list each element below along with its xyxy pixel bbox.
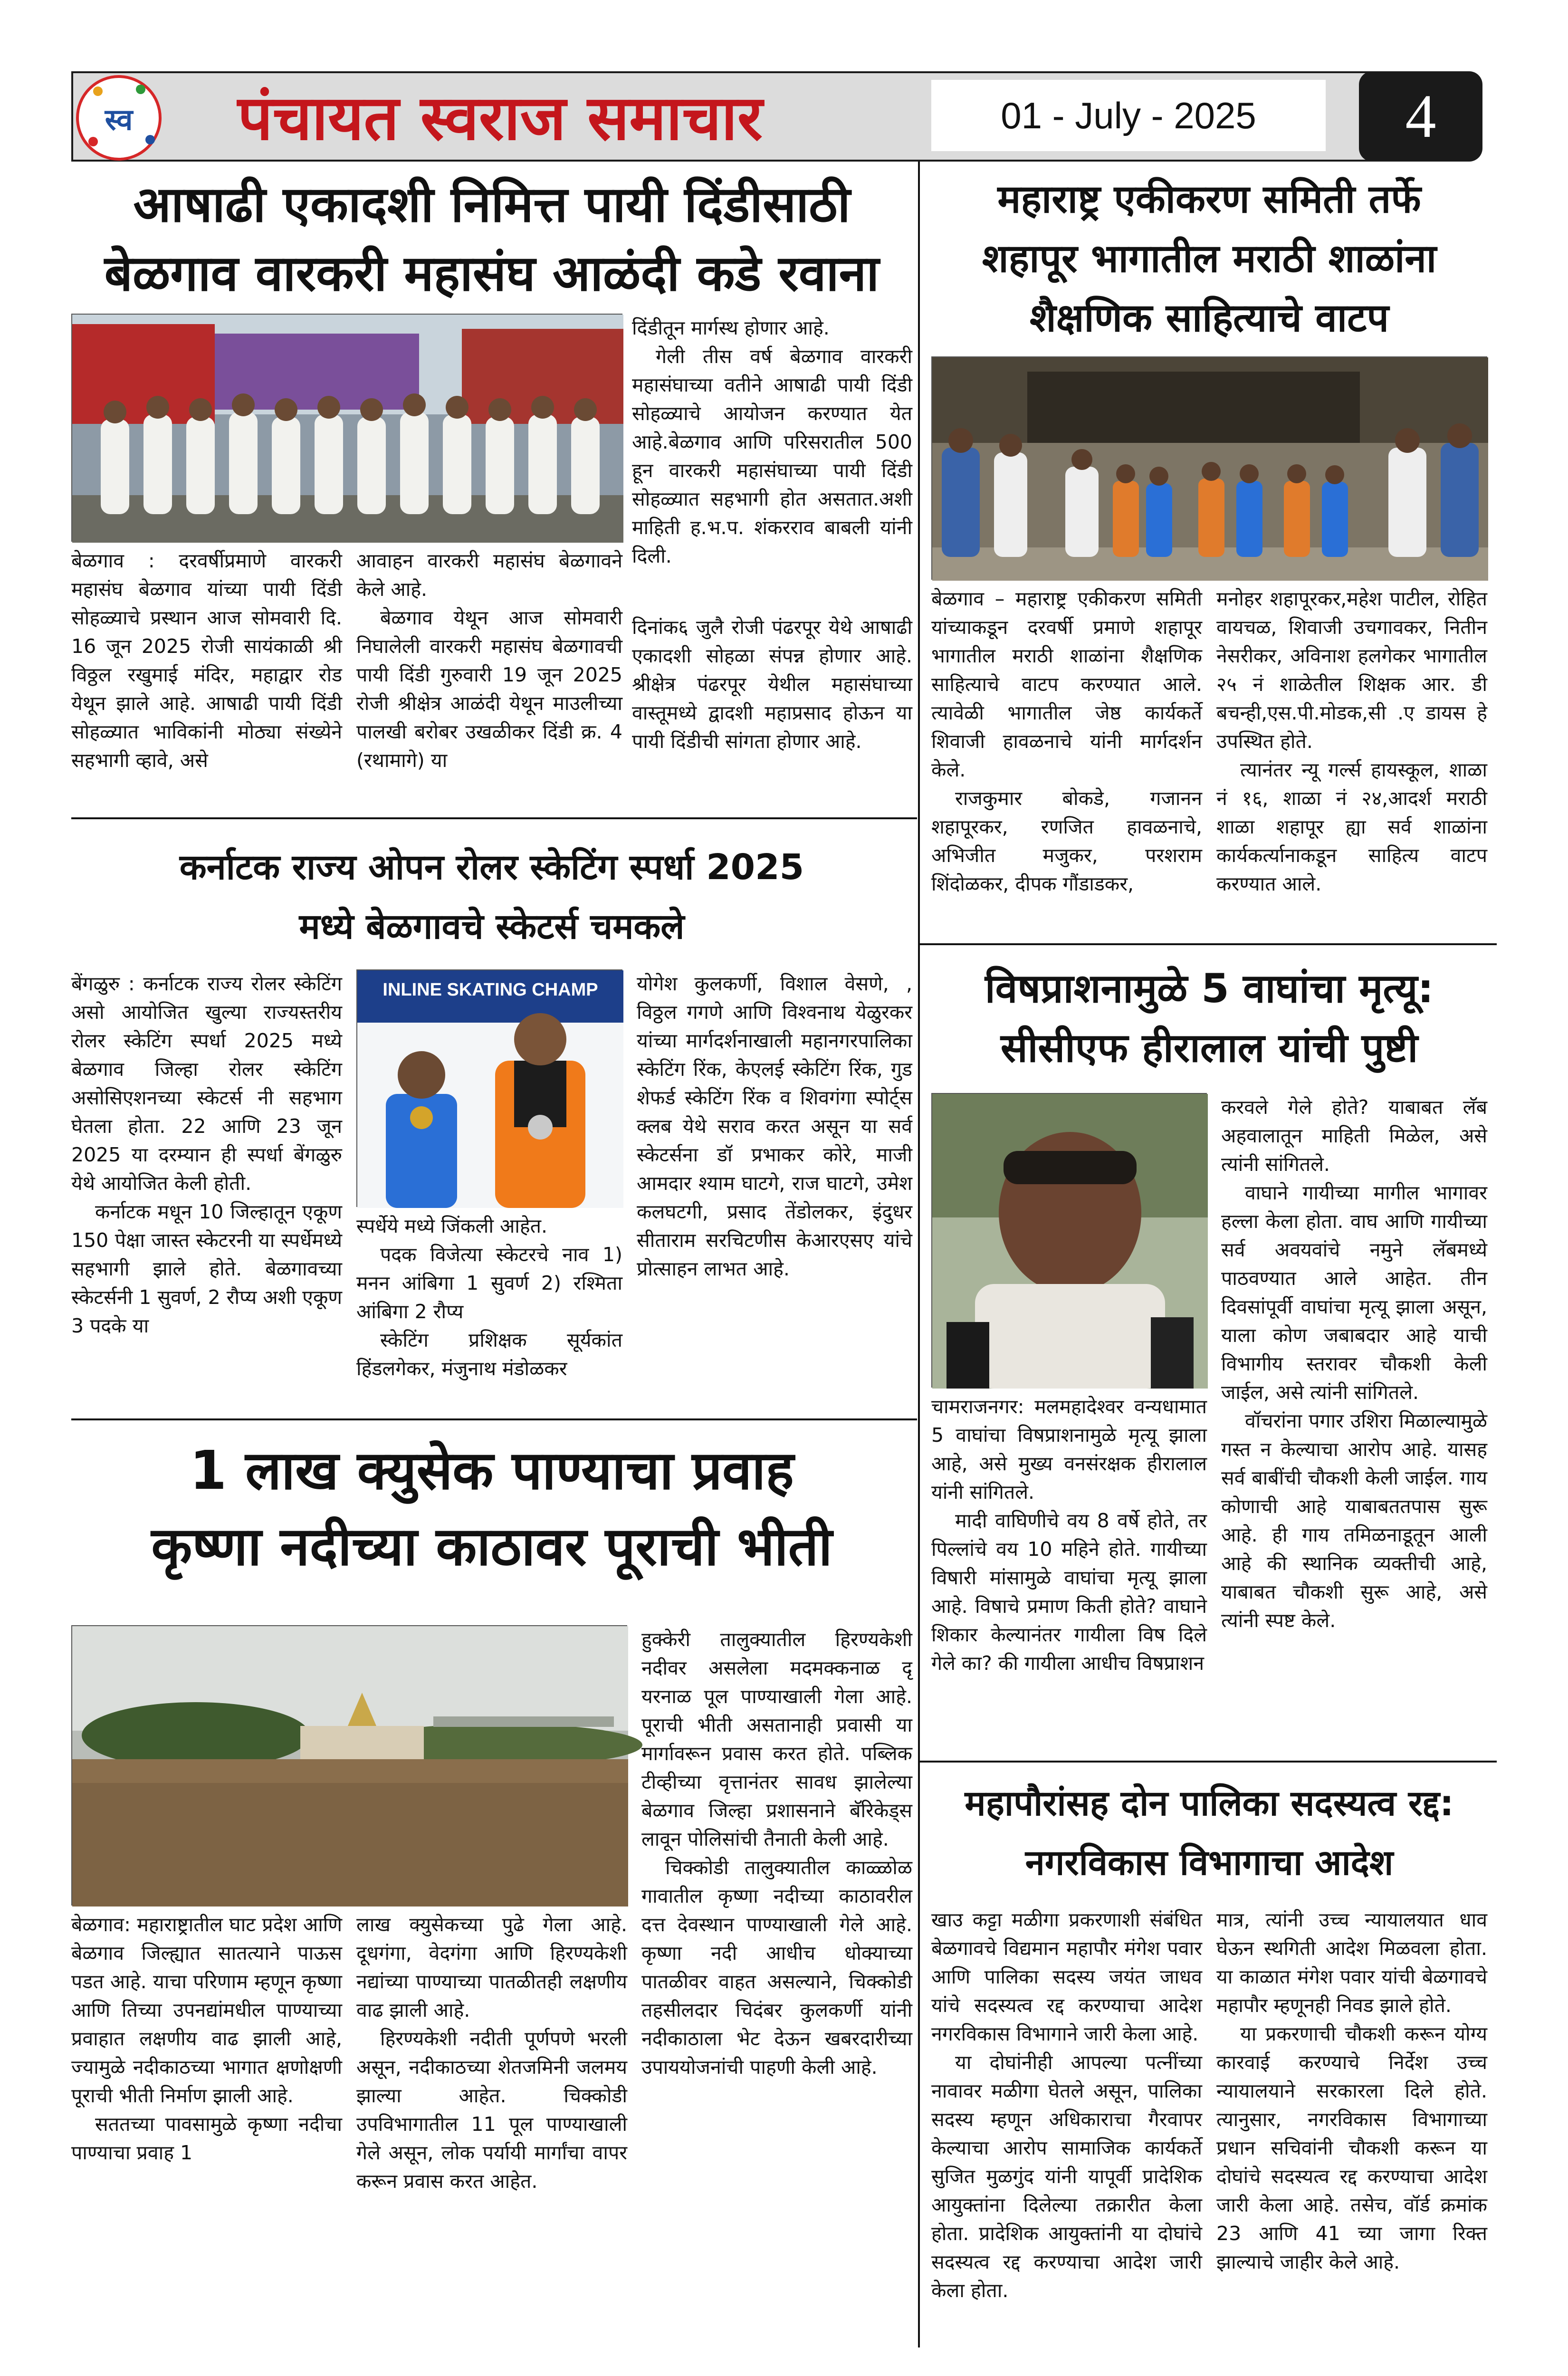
article-skating-col2: [356, 1212, 622, 1411]
headline-ekikaran-line1: महाराष्ट्र एकीकरण समिती तर्फे: [997, 177, 1421, 222]
article-tiger-col1: [931, 1392, 1207, 1758]
article-flood-col1: [71, 1910, 342, 2338]
paragraph: मादी वाघिणीचे वय 8 वर्षे होते, तर पिल्लांचे वय 10 महिने होते. गायीच्या विषारी मांसामुळे वाघांचा मृत्यू झाला आहे. विषाचे प्रमाण किती होते? वाघाने शिकार केल्यानंतर गायीला विष दिले गेले का? की गायीला आधीच विषप्राशन: [931, 1509, 1207, 1675]
headline-mayor-line1: महापौरांसह दोन पालिका सदस्यत्व रद्द:: [965, 1783, 1454, 1824]
paragraph: कर्नाटक मधून 10 जिल्हातून एकूण 150 पेक्षा जास्त स्केटरनी या स्पर्धेमध्ये सहभागी झाले होते. बेळगावच्या स्केटर्सनी 1 सुवर्ण, 2 रौप्य अशी एकूण 3 पदके या: [71, 1200, 342, 1337]
paragraph: सततच्या पावसामुळे कृष्णा नदीचा पाण्याचा प्रवाह 1: [71, 2113, 342, 2164]
paragraph: करवले गेले होते? याबाबत लॅब अहवालातून माहिती मिळेल, असे त्यांनी सांगितले.: [1221, 1096, 1487, 1176]
paragraph: दिनांक६ जुलै रोजी पंढरपूर येथे आषाढी एकादशी सोहळा संपन्न होणार आहे. श्रीक्षेत्र पंढरपूर येथील महासंघाच्या वास्तूमध्ये द्वादशी महाप्रसाद होऊन या पायी दिंडीची सांगता होणार आहे.: [632, 616, 912, 753]
cf-hiralal-image: [932, 1094, 1208, 1389]
paragraph: स्केटिंग प्रशिक्षक सूर्यकांत हिंडलगेकर, मंजुनाथ मंडोळकर: [356, 1329, 622, 1380]
column-divider: [918, 162, 920, 2347]
school-distribution-image: [932, 357, 1488, 581]
article-mayor-col1: [931, 1906, 1202, 2343]
article-dindi-col3: [632, 613, 912, 813]
headline-tiger-line1: विषप्राशनामुळे 5 वाघांचा मृत्यू:: [985, 965, 1434, 1012]
headline-flood-line1: 1 लाख क्युसेक पाण्याचा प्रवाह: [190, 1440, 794, 1502]
paragraph: स्पर्धेये मध्ये जिंकली आहेत.: [356, 1215, 548, 1237]
article-ekikaran-col1: [931, 584, 1202, 936]
section-divider: [920, 943, 1497, 945]
issue-date: 01 - July - 2025: [1001, 95, 1256, 136]
paragraph: बेळगाव: महाराष्ट्रातील घाट प्रदेश आणि बेळगाव जिल्ह्यात सातत्याने पाऊस पडत आहे. याचा परिणाम म्हणून कृष्णा आणि तिच्या उपनद्यांमधील पाण्याच्या प्रवाहात लक्षणीय वाढ झाली आहे, ज्यामुळे नदीकाठच्या भागात क्षणोक्षणी पूराची भीती निर्माण झाली आहे.: [71, 1913, 342, 2107]
article-ekikaran-col2: [1216, 584, 1487, 936]
photo-skaters-medals: [356, 969, 622, 1207]
paragraph: चामराजनगर: मलमहादेश्वर वन्यधामात 5 वाघांचा विषप्राशनामुळे मृत्यू झाला आहे, असे मुख्य वनसंरक्षक हीरालाल यांनी सांगितले.: [931, 1395, 1207, 1504]
article-flood-col3: [641, 1625, 912, 2338]
paragraph: दिंडीतून मार्गस्थ होणार आहे.: [632, 316, 830, 339]
newspaper-logo: [76, 75, 162, 161]
paragraph: खाउ कट्टा मळीगा प्रकरणाशी संबंधित बेळगावचे विद्यमान महापौर मंगेश पवार आणि पालिका सदस्य जयंत जाधव यांचे सदस्यत्व रद्द करण्याचा आदेश नगरविकास विभागाने जारी केला आहे.: [931, 1908, 1202, 2045]
headline-dindi-line1: आषाढी एकादशी निमित्त पायी दिंडीसाठी: [133, 175, 851, 233]
headline-tiger-line2: सीसीएफ हीरालाल यांची पुष्टी: [1000, 1025, 1418, 1071]
headline-skating-line1: कर्नाटक राज्य ओपन रोलर स्केटिंग स्पर्धा 2025: [179, 847, 804, 888]
skaters-medals-image: [357, 970, 623, 1208]
article-flood-col2: [356, 1910, 627, 2338]
paragraph: गेली तीस वर्ष बेळगाव वारकरी महासंघाच्या वतीने आषाढी पायी दिंडी सोहळ्याचे आयोजन करण्यात येत आहे.बेळगाव आणि परिसरातील 500 हून वारकरी महासंघाच्या पायी दिंडी सोहळ्यात सहभागी होत असतात.अशी माहिती ह.भ.प. शंकरराव बाबली यांनी दिली.: [632, 345, 912, 567]
paragraph: या दोघांनीही आपल्या पत्नींच्या नावावर मळीगा घेतले असून, पालिका सदस्य म्हणून अधिकाराचा गैरवापर केल्याचा आरोप सामाजिक कार्यकर्ते सुजित मुळगुंद यांनी यापूर्वी प्रादेशिक आयुक्तांना दिलेल्या तक्रारीत केला होता. प्रादेशिक आयुक्तांनी या दोघांचे सदस्यत्व रद्द करण्याचा आदेश जारी केला होता.: [931, 2051, 1202, 2302]
paragraph: बेंगळुरु : कर्नाटक राज्य रोलर स्केटिंग असो आयोजित खुल्या राज्यस्तरीय रोलर स्केटिंग स्पर्धा 2025 मध्ये बेळगाव जिल्हा रोलर स्केटिंग असोसिएशनच्या स्केटर्स नी सहभाग घेतला होता. 22 आणि 23 जून 2025 या दरम्यान ही स्पर्धा बेंगळुरु येथे आयोजित केली होती.: [71, 972, 342, 1195]
headline-skating-line2: मध्ये बेळगावचे स्केटर्स चमकले: [299, 906, 685, 947]
section-divider: [71, 817, 917, 819]
paragraph: मनोहर शहापूरकर,महेश पाटील, रोहित वायचळ, शिवाजी उचगावकर, नितीन नेसरीकर, अविनाश हलगेकर भागातील २५ नं शाळेतील शिक्षक आर. डी बचन्ही,एस.पी.मोडक,सी .ए डायस हे उपस्थित होते.: [1216, 587, 1487, 753]
article-skating-col1: [71, 969, 342, 1411]
paragraph: बेळगाव : दरवर्षीप्रमाणे वारकरी महासंघ बेळगाव यांच्या पायी दिंडी सोहळ्याचे प्रस्थान आज सोमवारी दि. 16 जून 2025 रोजी सायंकाळी श्री विठ्ठल रखुमाई मंदिर, महाद्वार रोड येथून झाले आहे. आषाढी पायी दिंडी सोहळ्यात भाविकांनी मोठ्या संख्येने सहभागी व्हावे, असे: [71, 549, 342, 772]
article-dindi-col1: [71, 546, 342, 813]
section-divider: [71, 1418, 917, 1420]
photo-warkari-group: [71, 314, 622, 542]
page-number-badge: [1359, 71, 1482, 162]
warkari-group-image: [72, 315, 623, 543]
photo-cf-hiralal: [931, 1093, 1207, 1388]
article-dindi-col3-top: [632, 314, 912, 567]
paragraph: हुक्केरी तालुक्यातील हिरण्यकेशी नदीवर असलेला मदमक्कनाळ दृ यरनाळ पूल पाण्याखाली गेला आहे. पूराची भीती असतानाही प्रवासी या मार्गावरून प्रवास करत होते. पब्लिक टीव्हीच्या वृत्तानंतर सावध झालेल्या बेळगाव जिल्हा प्रशासनाने बॅरिकेड्स लावून पोलिसांची तैनाती केली आहे.: [641, 1628, 912, 1850]
logo-mark: स्व: [105, 102, 133, 137]
paragraph: चिक्कोडी तालुक्यातील काळ्ळोळ गावातील कृष्णा नदीच्या काठावरील दत्त देवस्थान पाण्याखाली गेले आहे. कृष्णा नदी आधीच धोक्याच्या पातळीवर वाहत असल्याने, चिक्कोडी तहसीलदार चिदंबर कुलकर्णी यांनी नदीकाठाला भेट देऊन खबरदारीच्या उपाययोजनांची पाहणी केली आहे.: [641, 1856, 912, 2079]
krishna-flood-image: [72, 1626, 628, 1907]
photo-krishna-flood: [71, 1625, 627, 1906]
paragraph: मात्र, त्यांनी उच्च न्यायालयात धाव घेऊन स्थगिती आदेश मिळवला होता. या काळात मंगेश पवार यांची बेळगावचे महापौर म्हणूनही निवड झाले होते.: [1216, 1908, 1487, 2017]
paragraph: बेळगाव – महाराष्ट्र एकीकरण समिती यांच्याकडून दरवर्षी प्रमाणे शहापूर भागातील मराठी शाळांना शैक्षणिक साहित्याचे वाटप करण्यात आले. त्यावेळी भागातील जेष्ठ कार्यकर्ते शिवाजी हावळनाचे यांनी मार्गदर्शन केले.: [931, 587, 1202, 781]
paragraph: हिरण्यकेशी नदीती पूर्णपणे भरली असून, नदीकाठच्या शेतजमिनी जलमय झाल्या आहेत. चिक्कोडी उपविभागातील 11 पूल पाण्याखाली गेले असून, लोक पर्यायी मार्गांचा वापर करून प्रवास करत आहेत.: [356, 2027, 627, 2193]
headline-flood-line2: कृष्णा नदीच्या काठावर पूराची भीती: [151, 1516, 832, 1578]
headline-ekikaran-line2: शहापूर भागातील मराठी शाळांना: [982, 236, 1437, 281]
paragraph: लाख क्युसेकच्या पुढे गेला आहे. दूधगंगा, वेदगंगा आणि हिरण्यकेशी नद्यांच्या पाण्याच्या पातळीतही लक्षणीय वाढ झाली आहे.: [356, 1913, 627, 2022]
headline-ekikaran-line3: शैक्षणिक साहित्याचे वाटप: [1030, 296, 1389, 341]
page-number: 4: [1405, 82, 1436, 151]
section-divider: [920, 1761, 1497, 1763]
article-dindi-col2: [356, 546, 622, 813]
paragraph: या प्रकरणाची चौकशी करून योग्य कारवाई करण्याचे निर्देश उच्च न्यायालयाने सरकारला दिले होते. त्यानुसार, नगरविकास विभागाच्या प्रधान सचिवांनी चौकशी करून या दोघांचे सदस्यत्व रद्द करण्याचा आदेश जारी केला आहे. तसेच, वॉर्ड क्रमांक 23 आणि 41 च्या जागा रिक्त झाल्याचे जाहीर केले आहे.: [1216, 2022, 1487, 2273]
paragraph: योगेश कुलकर्णी, विशाल वेसणे, , विठ्ठल गगणे आणि विश्वनाथ येळुरकर यांच्या मार्गदर्शनाखाली महानगरपालिका स्केटिंग रिंक, केएलई स्केटिंग रिंक, गुड शेफर्ड स्केटिंग रिंक व शिवगंगा स्पोर्ट्स क्लब येथे सराव करत असून या सर्व स्केटर्सना डॉ प्रभाकर कोरे, माजी आमदार श्याम घाटगे, राज घाटगे, उमेश कलघटगी, प्रसाद तेंडोलकर, इंदुधर सीताराम सरचिटणीस केआरएसए यांचे प्रोत्साहन लाभत आहे.: [637, 972, 912, 1280]
photo-school-distribution: [931, 356, 1487, 580]
paragraph: वॉचरांना पगार उशिरा मिळाल्यामुळे गस्त न केल्याचा आरोप आहे. यासह सर्व बाबींची चौकशी केली जाईल. गाय कोणाची आहे याबाबततपास सुरू आहे. ही गाय तमिळनाडूतून आली आहे की स्थानिक व्यक्तीची आहे, याबाबत चौकशी सुरू आहे, असे त्यांनी स्पष्ट केले.: [1221, 1409, 1487, 1632]
paragraph: आवाहन वारकरी महासंघ बेळगावने केले आहे.: [356, 549, 622, 601]
paragraph: वाघाने गायीच्या मागील भागावर हल्ला केला होता. वाघ आणि गायीच्या सर्व अवयवांचे नमुने लॅबमध्ये पाठवण्यात आले आहेत. तीन दिवसांपूर्वी वाघांचा मृत्यू झाला असून, याला कोण जबाबदार आहे याची विभागीय स्तरावर चौकशी केली जाईल, असे त्यांनी सांगितले.: [1221, 1181, 1487, 1404]
headline-mayor-line2: नगरविकास विभागाचा आदेश: [1025, 1842, 1394, 1883]
paragraph: बेळगाव येथून आज सोमवारी निघालेली वारकरी महासंघ बेळगावची पायी दिंडी गुरुवारी 19 जून 2025 रोजी श्रीक्षेत्र आळंदी येथून माउलीच्या पालखी बरोबर उखळीकर दिंडी क्र. 4 (रथामागे) या: [356, 606, 622, 772]
paragraph: त्यानंतर न्यू गर्ल्स हायस्कूल, शाळा नं १६, शाळा नं २४,आदर्श मराठी शाळा शहापूर ह्या सर्व शाळांना कार्यकर्त्यानाकडून साहित्य वाटप करण्यात आले.: [1216, 758, 1487, 895]
photo-banner-text: INLINE SKATING CHAMP: [382, 980, 598, 1000]
issue-date-box: [931, 80, 1326, 151]
headline-dindi-line2: बेळगाव वारकरी महासंघ आळंदी कडे रवाना: [104, 244, 880, 302]
paragraph: राजकुमार बोकडे, गजानन शहापूरकर, रणजित हावळनाचे, अभिजीत मजुकर, परशराम शिंदोळकर, दीपक गौंडाडकर,: [931, 787, 1202, 895]
article-mayor-col2: [1216, 1906, 1487, 2343]
newspaper-title: पंचायत स्वराज समाचार: [238, 82, 763, 154]
paragraph: पदक विजेत्या स्केटरचे नाव 1) मनन आंबिगा 1 सुवर्ण 2) रश्मिता आंबिगा 2 रौप्य: [356, 1243, 622, 1323]
article-skating-col3: [637, 969, 912, 1411]
article-tiger-col2: [1221, 1093, 1487, 1758]
